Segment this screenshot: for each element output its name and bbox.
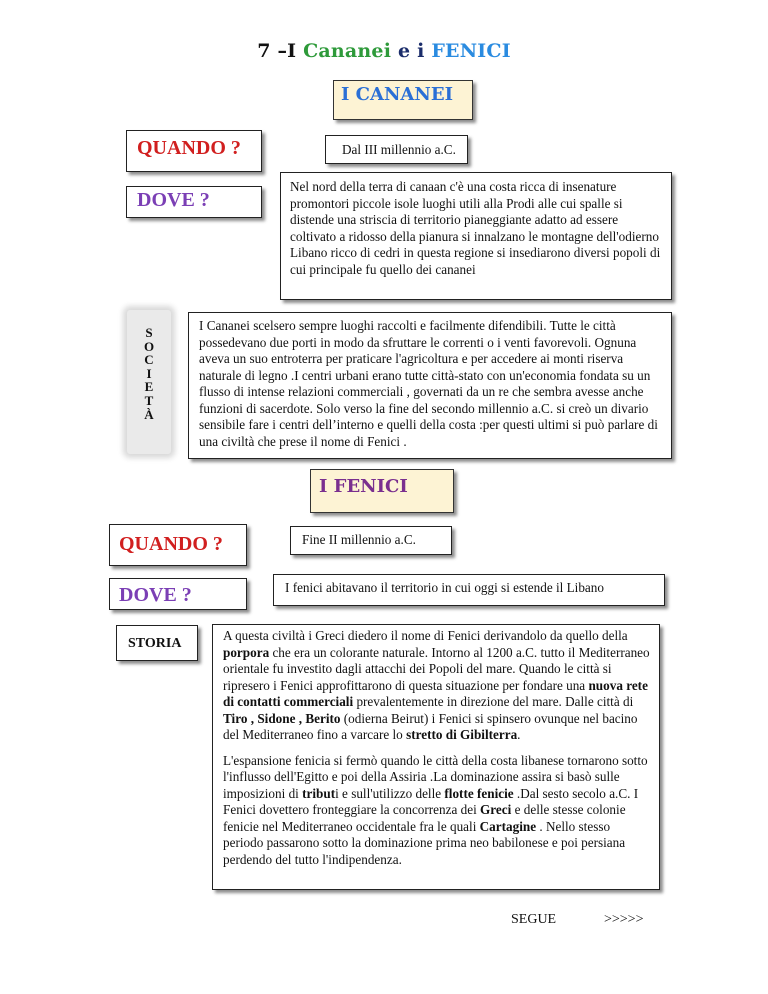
bold-rete-commerciale: nuova rete di contatti commerciali <box>223 677 648 709</box>
page-title <box>0 40 768 62</box>
next-arrows: >>>>> <box>604 912 644 927</box>
text-run: .Dal sesto secolo a.C. I Fenici dovettero fronteggiare la concorrenza dei <box>223 785 639 817</box>
title-cananei: Cananei <box>303 40 392 62</box>
storia-paragraph-1 <box>223 628 651 744</box>
text-run: . Nello stesso periodo passarono sotto la dominazione prima neo babilonese e poi persiana perdendo del tutto l'indipendenza. <box>223 818 626 867</box>
fenici-dove-text: I fenici abitavano il territorio in cui oggi si estende il Libano <box>273 574 665 606</box>
bold-flotte: flotte fenicie <box>444 785 514 801</box>
text-run: L'espansione fenicia si fermò quando le città della costa libanese tornarono sotto l'influsso dell'Egitto e poi della Assiria .La dominazione assira si basò sulle imposizioni di <box>223 752 648 801</box>
bold-citta: Tiro , Sidone , Berito <box>223 710 341 726</box>
fenici-quando-label: QUANDO ? <box>109 524 247 566</box>
cananei-dove-text <box>280 172 672 300</box>
title-fenici: FENICI <box>431 40 511 62</box>
societa-letter: T <box>144 392 154 408</box>
bold-porpora: porpora <box>223 644 270 660</box>
societa-letter: I <box>146 365 152 381</box>
bold-tributi: tribut <box>302 785 336 801</box>
title-i: i <box>417 40 425 62</box>
cananei-quando-label: QUANDO ? <box>126 130 262 172</box>
societa-letter: O <box>143 338 155 354</box>
title-number: 7 –I <box>257 40 297 62</box>
cananei-header: I CANANEI <box>333 80 473 120</box>
cananei-societa-text <box>188 312 672 459</box>
text-run: i e sull'utilizzo delle <box>335 785 445 801</box>
storia-label: STORIA <box>116 625 198 661</box>
cananei-dove-paragraph: Nel nord della terra di canaan c'è una costa ricca di insenature promontori piccole isole luoghi utili alla Prodi alle cui spalle si distende una striscia di territorio pianeggiante adatto ad essere coltivato a ridosso della pianura si innalzano le montagne dell'odierno Libano ricco di cedri in questa regione si insediarono diversi popoli di cui principale fu quello dei cananei <box>290 179 661 277</box>
societa-letter: S <box>145 325 153 340</box>
cananei-societa-paragraph: I Cananei scelsero sempre luoghi raccolti e facilmente difendibili. Tutte le città possedevano due porti in modo da sfruttare le correnti o i venti favorevoli. Ognuna aveva un suo entroterra per praticare l'agricoltura e per accedere ai monti riserva naturale di legno .I centri urbani erano tutte città-stato con un'economia fondata su un flusso di intense relazioni commerciali , governati da un re che sembra avesse anche funzioni di sacerdote. Solo verso la fine del secondo millennio a.C. si creò un divario sensibile fare i centri dell’interno e quelli della costa :per questi ultimi si può parlare di una civiltà che prese il nome di Fenici . <box>199 318 658 449</box>
fenici-header: I FENICI <box>310 469 454 513</box>
bold-gibilterra: stretto di Gibilterra <box>406 727 518 742</box>
fenici-quando-text: Fine II millennio a.C. <box>290 526 452 555</box>
societa-letter: E <box>144 379 154 395</box>
cananei-quando-text: Dal III millennio a.C. <box>325 135 468 164</box>
fenici-dove-label: DOVE ? <box>109 578 247 610</box>
text-run: . <box>517 727 521 742</box>
storia-paragraph-2 <box>223 753 651 869</box>
text-run: A questa civiltà i Greci diedero il nome di Fenici derivandolo da quello della <box>223 628 628 643</box>
societa-letters <box>127 310 171 421</box>
segue-label: SEGUE <box>511 912 557 927</box>
bold-greci: Greci <box>480 802 512 817</box>
text-run: e delle stesse colonie fenicie nel Mediterraneo occidentale fra le quali <box>223 802 626 834</box>
text-run: che era un colorante naturale. Intorno al 1200 a.C. tutto il Mediterraneo orientale fu investito dagli attacchi dei Popoli del mare. Quando le città si ripresero i Fenici approfittarono di questa situazione per fondare una <box>223 644 650 693</box>
societa-label <box>127 310 171 454</box>
title-and: e <box>397 40 411 62</box>
fenici-storia-text <box>212 624 660 890</box>
text-run: (odierna Beirut) i Fenici si spinsero ovunque nel bacino del Mediterraneo fino a varcare lo <box>223 710 638 742</box>
societa-letter: À <box>144 406 154 422</box>
cananei-dove-label: DOVE ? <box>126 186 262 218</box>
bold-cartagine: Cartagine <box>479 818 537 834</box>
societa-letter: C <box>144 352 154 368</box>
text-run: prevalentemente in direzione del mare. Dalle città di <box>353 694 634 709</box>
